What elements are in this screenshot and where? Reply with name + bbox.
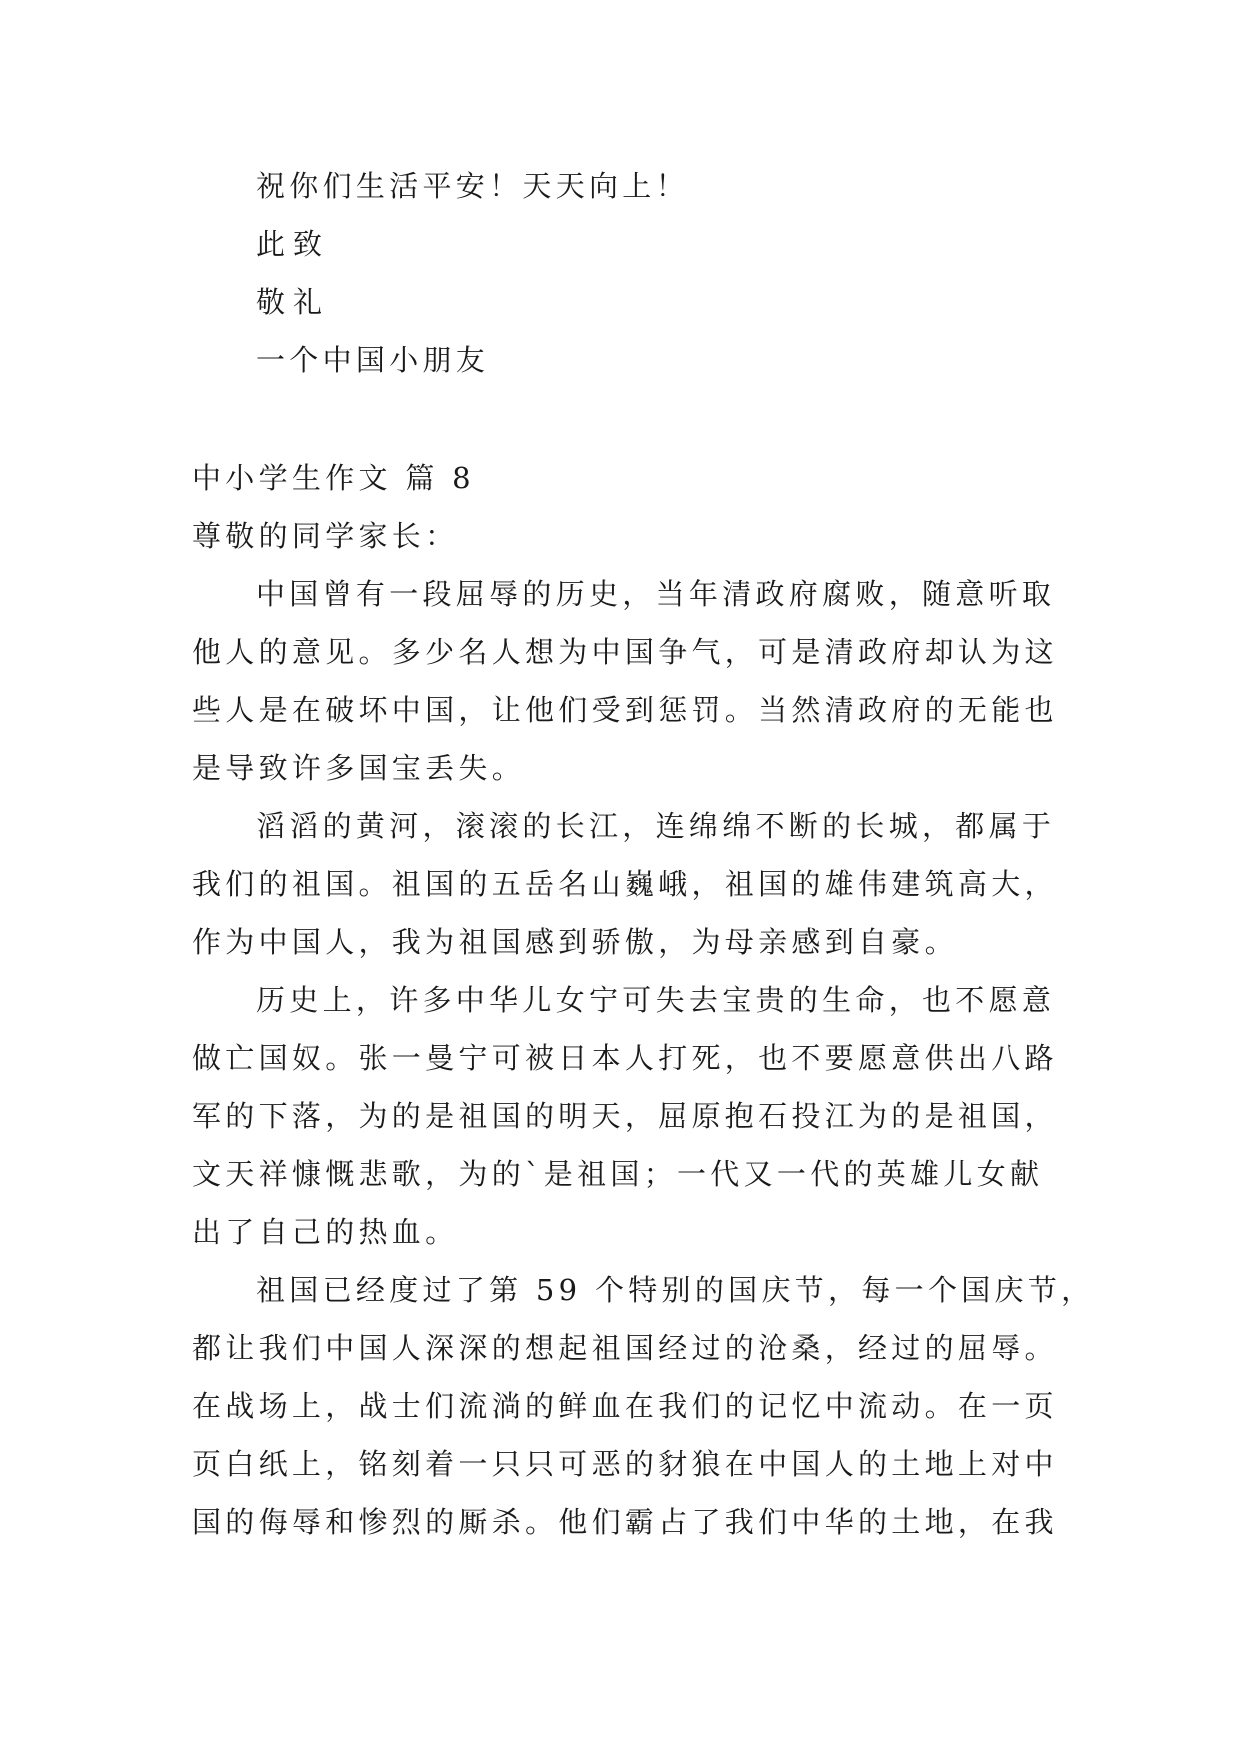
- paragraph-line: 我们的祖国。祖国的五岳名山巍峨，祖国的雄伟建筑高大，: [192, 867, 1058, 901]
- paragraph-line: 在战场上，战士们流淌的鲜血在我们的记忆中流动。在一页: [192, 1389, 1058, 1423]
- paragraph-line: 滔滔的黄河，滚滚的长江，连绵绵不断的长城，都属于: [256, 809, 1056, 843]
- closing-wish: 祝你们生活平安！天天向上！: [256, 169, 689, 203]
- closing-respect: 敬礼: [256, 285, 331, 319]
- essay-greeting: 尊敬的同学家长：: [192, 519, 459, 553]
- paragraph-line: 历史上，许多中华儿女宁可失去宝贵的生命，也不愿意: [256, 983, 1056, 1017]
- closing-salutation: 此致: [256, 227, 331, 261]
- paragraph-line: 是导致许多国宝丢失。: [192, 751, 526, 785]
- paragraph-line: 作为中国人，我为祖国感到骄傲，为母亲感到自豪。: [192, 925, 958, 959]
- paragraph-line: 文天祥慷慨悲歌，为的`是祖国；一代又一代的英雄儿女献: [192, 1157, 1044, 1191]
- paragraph-line: 祖国已经度过了第 59 个特别的国庆节，每一个国庆节，: [256, 1273, 1095, 1307]
- paragraph-line: 中国曾有一段屈辱的历史，当年清政府腐败，随意听取: [256, 577, 1056, 611]
- paragraph-line: 他人的意见。多少名人想为中国争气，可是清政府却认为这: [192, 635, 1058, 669]
- paragraph-line: 都让我们中国人深深的想起祖国经过的沧桑，经过的屈辱。: [192, 1331, 1058, 1365]
- closing-signature: 一个中国小朋友: [256, 343, 490, 377]
- paragraph-line: 些人是在破坏中国，让他们受到惩罚。当然清政府的无能也: [192, 693, 1058, 727]
- paragraph-line: 出了自己的热血。: [192, 1215, 459, 1249]
- paragraph-line: 做亡国奴。张一曼宁可被日本人打死，也不要愿意供出八路: [192, 1041, 1058, 1075]
- paragraph-line: 页白纸上，铭刻着一只只可恶的豺狼在中国人的土地上对中: [192, 1447, 1058, 1481]
- paragraph-line: 国的侮辱和惨烈的厮杀。他们霸占了我们中华的土地，在我: [192, 1505, 1058, 1539]
- paragraph-line: 军的下落，为的是祖国的明天，屈原抱石投江为的是祖国，: [192, 1099, 1058, 1133]
- essay-title: 中小学生作文 篇 8: [192, 461, 475, 495]
